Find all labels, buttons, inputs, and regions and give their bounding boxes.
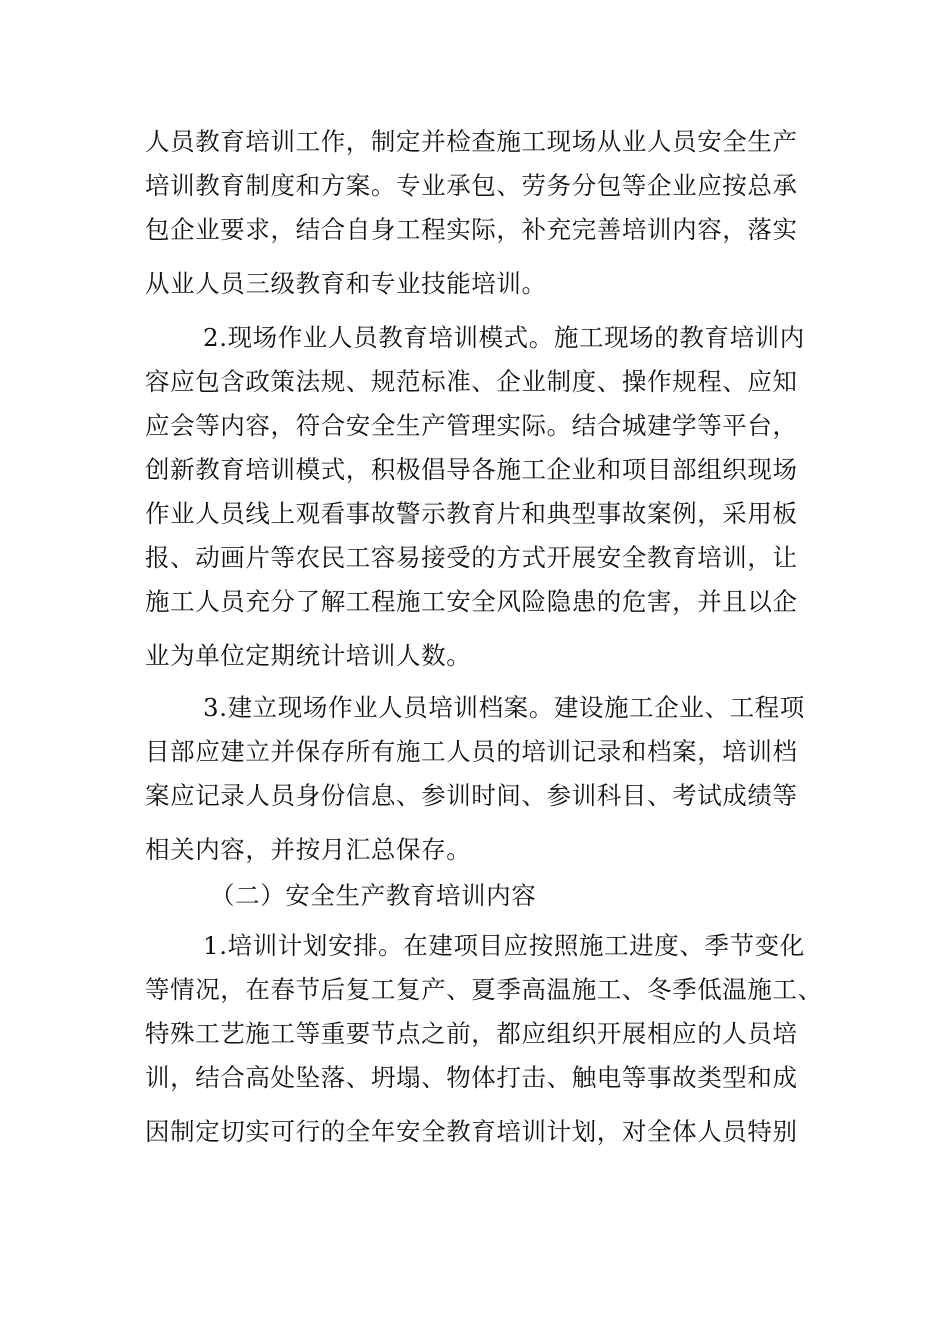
paragraph-line: 业为单位定期统计培训人数。 [145,641,472,670]
paragraph-line: 应会等内容，符合安全生产管理实际。结合城建学等平台， [145,411,798,440]
paragraph-line: 训，结合高处坠落、坍塌、物体打击、触电等事故类型和成 [145,1063,798,1092]
paragraph-line: 案应记录人员身份信息、参训时间、参训科目、考试成绩等 [145,781,798,810]
paragraph-line: 报、动画片等农民工容易接受的方式开展安全教育培训，让 [145,543,798,572]
paragraph-line: 容应包含政策法规、规范标准、企业制度、操作规程、应知 [145,367,798,396]
paragraph-line: 作业人员线上观看事故警示教育片和典型事故案例，采用板 [145,499,798,528]
paragraph-line: 1.培训计划安排。在建项目应按照施工进度、季节变化 [203,931,805,960]
section-heading: （二）安全生产教育培训内容 [210,881,537,910]
paragraph-line: 施工人员充分了解工程施工安全风险隐患的危害，并且以企 [145,587,798,616]
paragraph-line: 目部应建立并保存所有施工人员的培训记录和档案，培训档 [145,737,798,766]
paragraph-line: 人员教育培训工作，制定并检查施工现场从业人员安全生产 [145,127,798,156]
paragraph-line: 包企业要求，结合自身工程实际，补充完善培训内容，落实 [145,215,798,244]
paragraph-line: 等情况，在春节后复工复产、夏季高温施工、冬季低温施工、 [145,975,823,1004]
paragraph-line: 2.现场作业人员教育培训模式。施工现场的教育培训内 [203,323,805,352]
paragraph-line: 相关内容，并按月汇总保存。 [145,835,472,864]
paragraph-line: 创新教育培训模式，积极倡导各施工企业和项目部组织现场 [145,455,798,484]
paragraph-line: 从业人员三级教育和专业技能培训。 [145,269,547,298]
paragraph-line: 3.建立现场作业人员培训档案。建设施工企业、工程项 [203,693,805,722]
paragraph-line: 特殊工艺施工等重要节点之前，都应组织开展相应的人员培 [145,1019,798,1048]
paragraph-line: 因制定切实可行的全年安全教育培训计划，对全体人员特别 [145,1117,798,1146]
paragraph-line: 培训教育制度和方案。专业承包、劳务分包等企业应按总承 [145,171,798,200]
